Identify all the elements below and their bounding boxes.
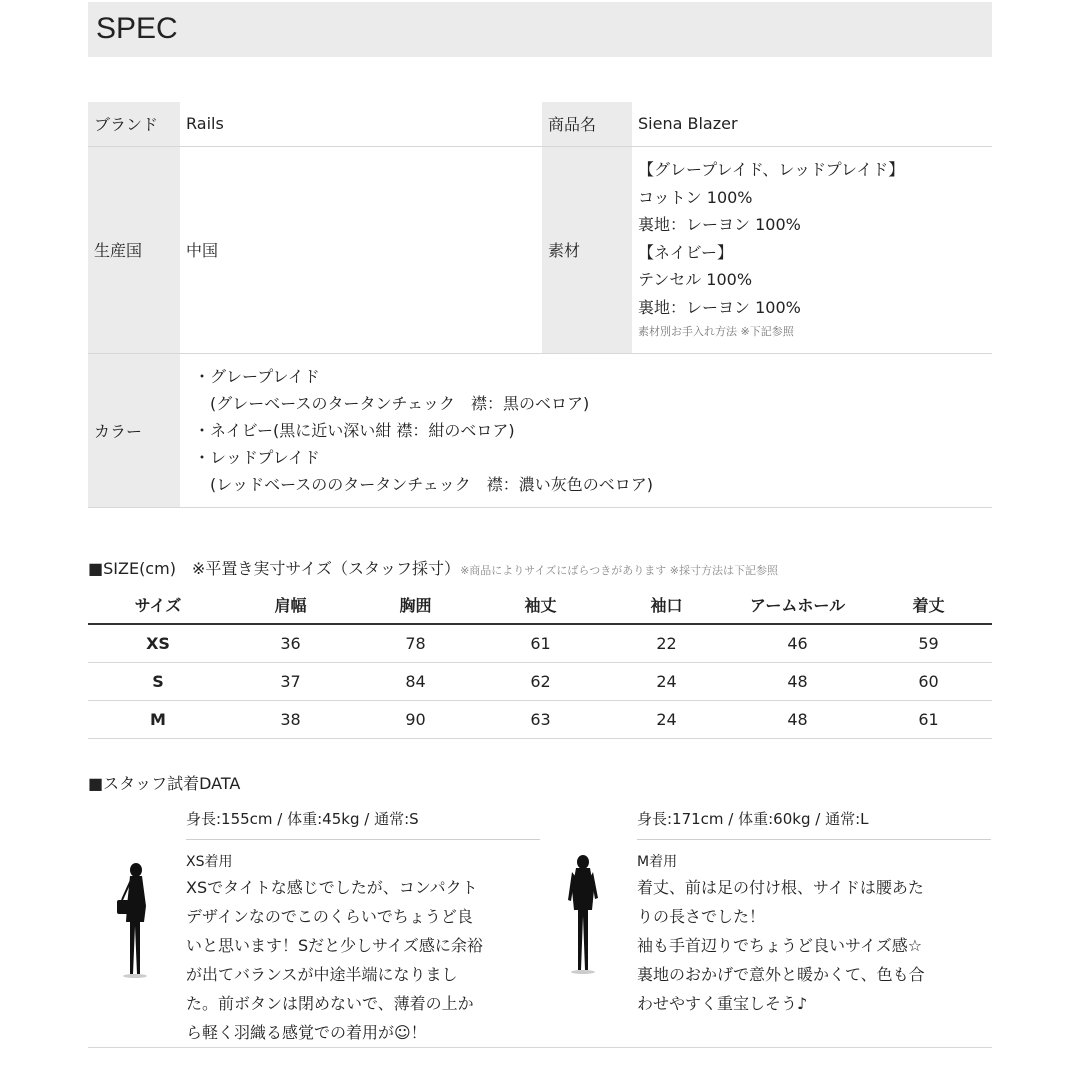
brand-label: ブランド: [88, 102, 180, 146]
size-cell: 62: [478, 663, 603, 701]
table-row: [88, 701, 992, 739]
staff-right-meta: 身長:171cm / 体重:60kg / 通常:L: [637, 808, 991, 840]
spec-table: [88, 102, 992, 508]
size-cell: 24: [603, 663, 730, 701]
material-line: テンセル 100%: [638, 270, 753, 289]
size-table-header: [88, 585, 992, 624]
size-cell: 78: [353, 624, 478, 663]
size-cell: 38: [228, 701, 353, 739]
size-cell: 48: [730, 663, 865, 701]
comment-line: 裏地のおかげで意外と暖かくて、色も合: [637, 965, 925, 984]
product-label: 商品名: [542, 102, 632, 146]
product-value: Siena Blazer: [632, 102, 992, 146]
size-col-header: 袖口: [603, 585, 730, 624]
size-col-header: アームホール: [730, 585, 865, 624]
comment-line: いと思います！Sだと少しサイズ感に余裕: [186, 936, 483, 955]
size-col-header: 袖丈: [478, 585, 603, 624]
staff-right-silhouette: [562, 854, 606, 976]
size-col-header: 胸囲: [353, 585, 478, 624]
size-cell: 36: [228, 624, 353, 663]
origin-label: 生産国: [88, 146, 180, 353]
comment-line: りの長さでした！: [637, 907, 766, 926]
size-cell: 61: [478, 624, 603, 663]
size-cell: 22: [603, 624, 730, 663]
spec-row-origin-material: [88, 146, 992, 353]
material-value: [632, 146, 992, 353]
size-cell: XS: [88, 624, 228, 663]
size-cell: 90: [353, 701, 478, 739]
material-label: 素材: [542, 146, 632, 353]
staff-heading: ■スタッフ試着DATA: [88, 774, 241, 793]
size-cell: 48: [730, 701, 865, 739]
size-col-header: 着丈: [865, 585, 992, 624]
size-cell: 37: [228, 663, 353, 701]
size-cell: 60: [865, 663, 992, 701]
spec-header: [88, 2, 992, 57]
material-line: 【ネイビー】: [638, 242, 734, 262]
size-cell: 84: [353, 663, 478, 701]
material-line: コットン 100%: [638, 187, 753, 207]
size-heading-note: ※商品によりサイズにばらつきがあります ※採寸方法は下記参照: [460, 564, 779, 577]
comment-line: 袖も手首辺りでちょうど良いサイズ感☆: [637, 936, 923, 955]
color-line: ・レッドプレイド: [194, 447, 320, 467]
color-line: (レッドベースののタータンチェック 襟：濃い灰色のベロア): [194, 474, 654, 494]
size-cell: M: [88, 701, 228, 739]
size-cell: S: [88, 663, 228, 701]
size-cell: 59: [865, 624, 992, 663]
comment-line: ら軽く羽織る感覚での着用が☺！: [186, 1023, 427, 1042]
comment-line: 着丈、前は足の付け根、サイドは腰あた: [637, 878, 924, 897]
spec-title: SPEC: [96, 12, 178, 45]
spec-row-color: [88, 353, 992, 507]
staff-left-comment: [186, 873, 483, 1047]
size-cell: 24: [603, 701, 730, 739]
material-line: 裏地：レーヨン 100%: [638, 215, 801, 234]
color-value: [180, 353, 992, 507]
comment-line: た。前ボタンは閉めないで、薄着の上か: [186, 994, 474, 1013]
staff-right-wear: M着用: [637, 854, 678, 870]
color-label: カラー: [88, 353, 180, 507]
staff-right-comment: [637, 873, 925, 1018]
size-cell: 61: [865, 701, 992, 739]
size-cell: 46: [730, 624, 865, 663]
material-line: 裏地：レーヨン 100%: [638, 297, 801, 317]
table-row: [88, 624, 992, 663]
material-care-note: 素材別お手入れ方法 ※下記参照: [638, 325, 794, 338]
comment-line: が出てバランスが中途半端になりまし: [186, 965, 458, 984]
comment-line: わせやすく重宝しそう♪: [637, 994, 808, 1013]
staff-left-meta: 身長:155cm / 体重:45kg / 通常:S: [186, 808, 540, 840]
material-line: 【グレープレイド、レッドプレイド】: [638, 160, 905, 179]
staff-left-wear: XS着用: [186, 854, 233, 870]
size-heading: [88, 556, 778, 579]
size-col-header: 肩幅: [228, 585, 353, 624]
comment-line: XSでタイトな感じでしたが、コンパクト: [186, 878, 478, 897]
size-col-header: サイズ: [88, 585, 228, 624]
table-row: [88, 663, 992, 701]
color-line: ・ネイビー(黒に近い深い紺 襟：紺のベロア): [194, 420, 515, 440]
size-heading-text: ■SIZE(cm) ※平置き実寸サイズ（スタッフ採寸）: [88, 559, 461, 578]
staff-left-silhouette: [110, 862, 154, 980]
spec-row-brand: [88, 102, 992, 146]
size-table: [88, 585, 992, 739]
brand-value: Rails: [180, 102, 542, 146]
color-line: ・グレープレイド: [194, 366, 320, 386]
size-cell: 63: [478, 701, 603, 739]
bottom-divider: [88, 1047, 992, 1048]
color-line: (グレーベースのタータンチェック 襟：黒のベロア): [194, 393, 590, 413]
origin-value: 中国: [180, 146, 542, 353]
comment-line: デザインなのでこのくらいでちょうど良: [186, 907, 473, 926]
